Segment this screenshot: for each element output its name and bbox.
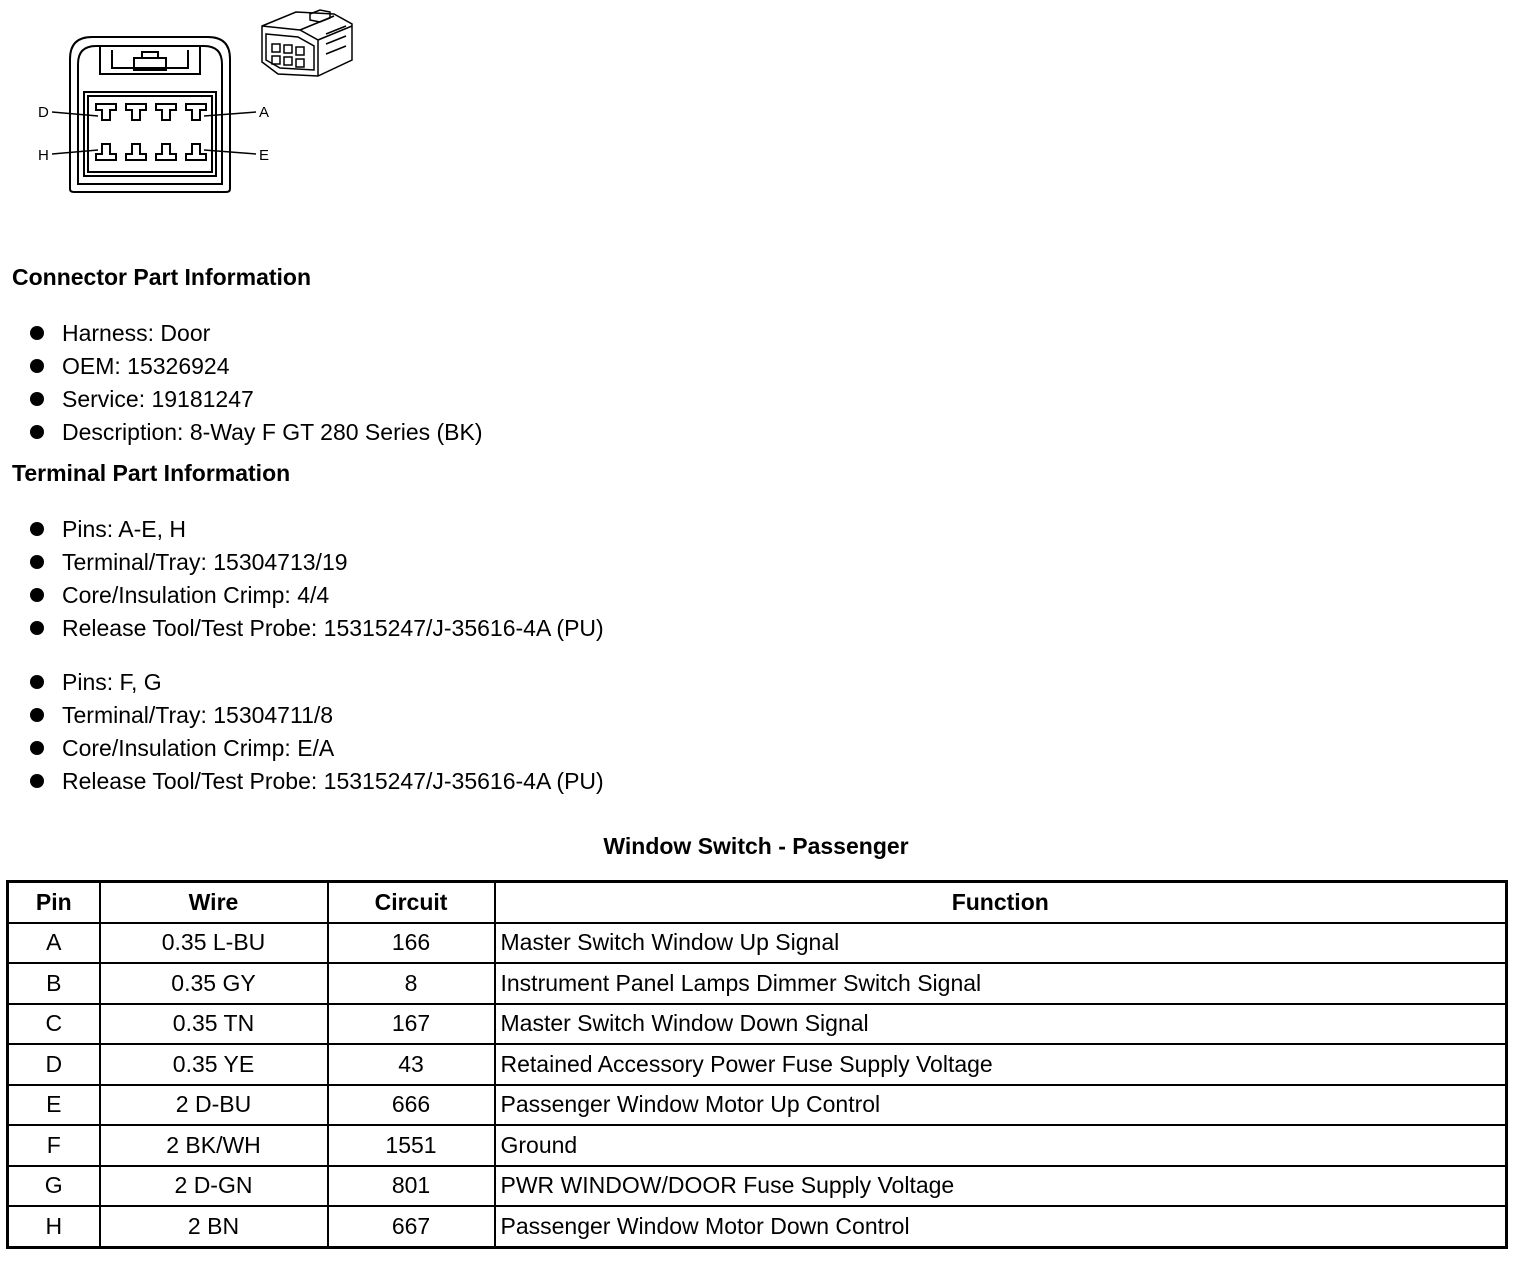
cell-pin: D <box>8 1044 100 1085</box>
connector-diagram <box>30 4 370 204</box>
terminal-row-bottom <box>96 144 206 160</box>
table-row <box>8 1125 1507 1166</box>
cell-wire: 2 D-BU <box>100 1085 328 1126</box>
connector-thumbnail <box>262 10 352 76</box>
list-item: Release Tool/Test Probe: 15315247/J-35616-4A (PU) <box>28 765 604 798</box>
cell-wire: 2 D-GN <box>100 1166 328 1207</box>
cell-function: Passenger Window Motor Up Control <box>495 1085 1507 1126</box>
table-row <box>8 1166 1507 1207</box>
bullet-icon <box>30 359 44 373</box>
cell-function: Passenger Window Motor Down Control <box>495 1206 1507 1247</box>
terminal-row-top <box>96 104 206 120</box>
cell-function: Master Switch Window Down Signal <box>495 1004 1507 1045</box>
header-pin: Pin <box>8 882 100 923</box>
pin-label-h: H <box>38 147 49 164</box>
table-row <box>8 923 1507 964</box>
pin-label-d: D <box>38 104 49 121</box>
list-item: Terminal/Tray: 15304711/8 <box>28 699 604 732</box>
table-row <box>8 1004 1507 1045</box>
cell-function: PWR WINDOW/DOOR Fuse Supply Voltage <box>495 1166 1507 1207</box>
cell-pin: G <box>8 1166 100 1207</box>
bullet-icon <box>30 326 44 340</box>
list-item: Service: 19181247 <box>28 383 483 416</box>
cell-pin: F <box>8 1125 100 1166</box>
table-row <box>8 1206 1507 1247</box>
header-circuit: Circuit <box>328 882 495 923</box>
bullet-icon <box>30 708 44 722</box>
bullet-icon <box>30 621 44 635</box>
cell-pin: C <box>8 1004 100 1045</box>
table-row <box>8 963 1507 1004</box>
pin-table <box>6 880 1508 1249</box>
cell-circuit: 666 <box>328 1085 495 1126</box>
table-row <box>8 1085 1507 1126</box>
terminal-info-group-1 <box>28 513 604 645</box>
list-item: Core/Insulation Crimp: 4/4 <box>28 579 604 612</box>
cell-circuit: 167 <box>328 1004 495 1045</box>
cell-circuit: 43 <box>328 1044 495 1085</box>
terminal-info-title: Terminal Part Information <box>12 460 291 486</box>
list-item: Harness: Door <box>28 317 483 350</box>
list-item: Terminal/Tray: 15304713/19 <box>28 546 604 579</box>
cell-wire: 0.35 YE <box>100 1044 328 1085</box>
cell-wire: 0.35 TN <box>100 1004 328 1045</box>
cell-circuit: 1551 <box>328 1125 495 1166</box>
list-item: Pins: F, G <box>28 666 604 699</box>
connector-info-title: Connector Part Information <box>12 264 312 290</box>
cell-wire: 0.35 L-BU <box>100 923 328 964</box>
cell-circuit: 8 <box>328 963 495 1004</box>
terminal-info-group-2 <box>28 666 604 798</box>
cell-circuit: 801 <box>328 1166 495 1207</box>
cell-pin: B <box>8 963 100 1004</box>
cell-wire: 2 BK/WH <box>100 1125 328 1166</box>
pin-label-e: E <box>259 147 270 164</box>
cell-function: Ground <box>495 1125 1507 1166</box>
bullet-icon <box>30 774 44 788</box>
table-header-row <box>8 882 1507 923</box>
cell-pin: E <box>8 1085 100 1126</box>
list-item: Release Tool/Test Probe: 15315247/J-35616-4A (PU) <box>28 612 604 645</box>
bullet-icon <box>30 675 44 689</box>
bullet-icon <box>30 522 44 536</box>
bullet-icon <box>30 392 44 406</box>
pin-table-title: Window Switch - Passenger <box>603 833 909 859</box>
cell-circuit: 166 <box>328 923 495 964</box>
list-item: Pins: A-E, H <box>28 513 604 546</box>
cell-function: Instrument Panel Lamps Dimmer Switch Signal <box>495 963 1507 1004</box>
list-item: OEM: 15326924 <box>28 350 483 383</box>
bullet-icon <box>30 588 44 602</box>
cell-pin: H <box>8 1206 100 1247</box>
pin-label-a: A <box>259 104 270 121</box>
header-function: Function <box>495 882 1507 923</box>
bullet-icon <box>30 425 44 439</box>
list-item: Description: 8-Way F GT 280 Series (BK) <box>28 416 483 449</box>
header-wire: Wire <box>100 882 328 923</box>
cell-wire: 0.35 GY <box>100 963 328 1004</box>
list-item: Core/Insulation Crimp: E/A <box>28 732 604 765</box>
cell-pin: A <box>8 923 100 964</box>
bullet-icon <box>30 555 44 569</box>
cell-function: Retained Accessory Power Fuse Supply Voltage <box>495 1044 1507 1085</box>
cell-wire: 2 BN <box>100 1206 328 1247</box>
bullet-icon <box>30 741 44 755</box>
cell-circuit: 667 <box>328 1206 495 1247</box>
connector-info-list <box>28 317 483 449</box>
connector-housing <box>70 37 230 192</box>
table-row <box>8 1044 1507 1085</box>
cell-function: Master Switch Window Up Signal <box>495 923 1507 964</box>
